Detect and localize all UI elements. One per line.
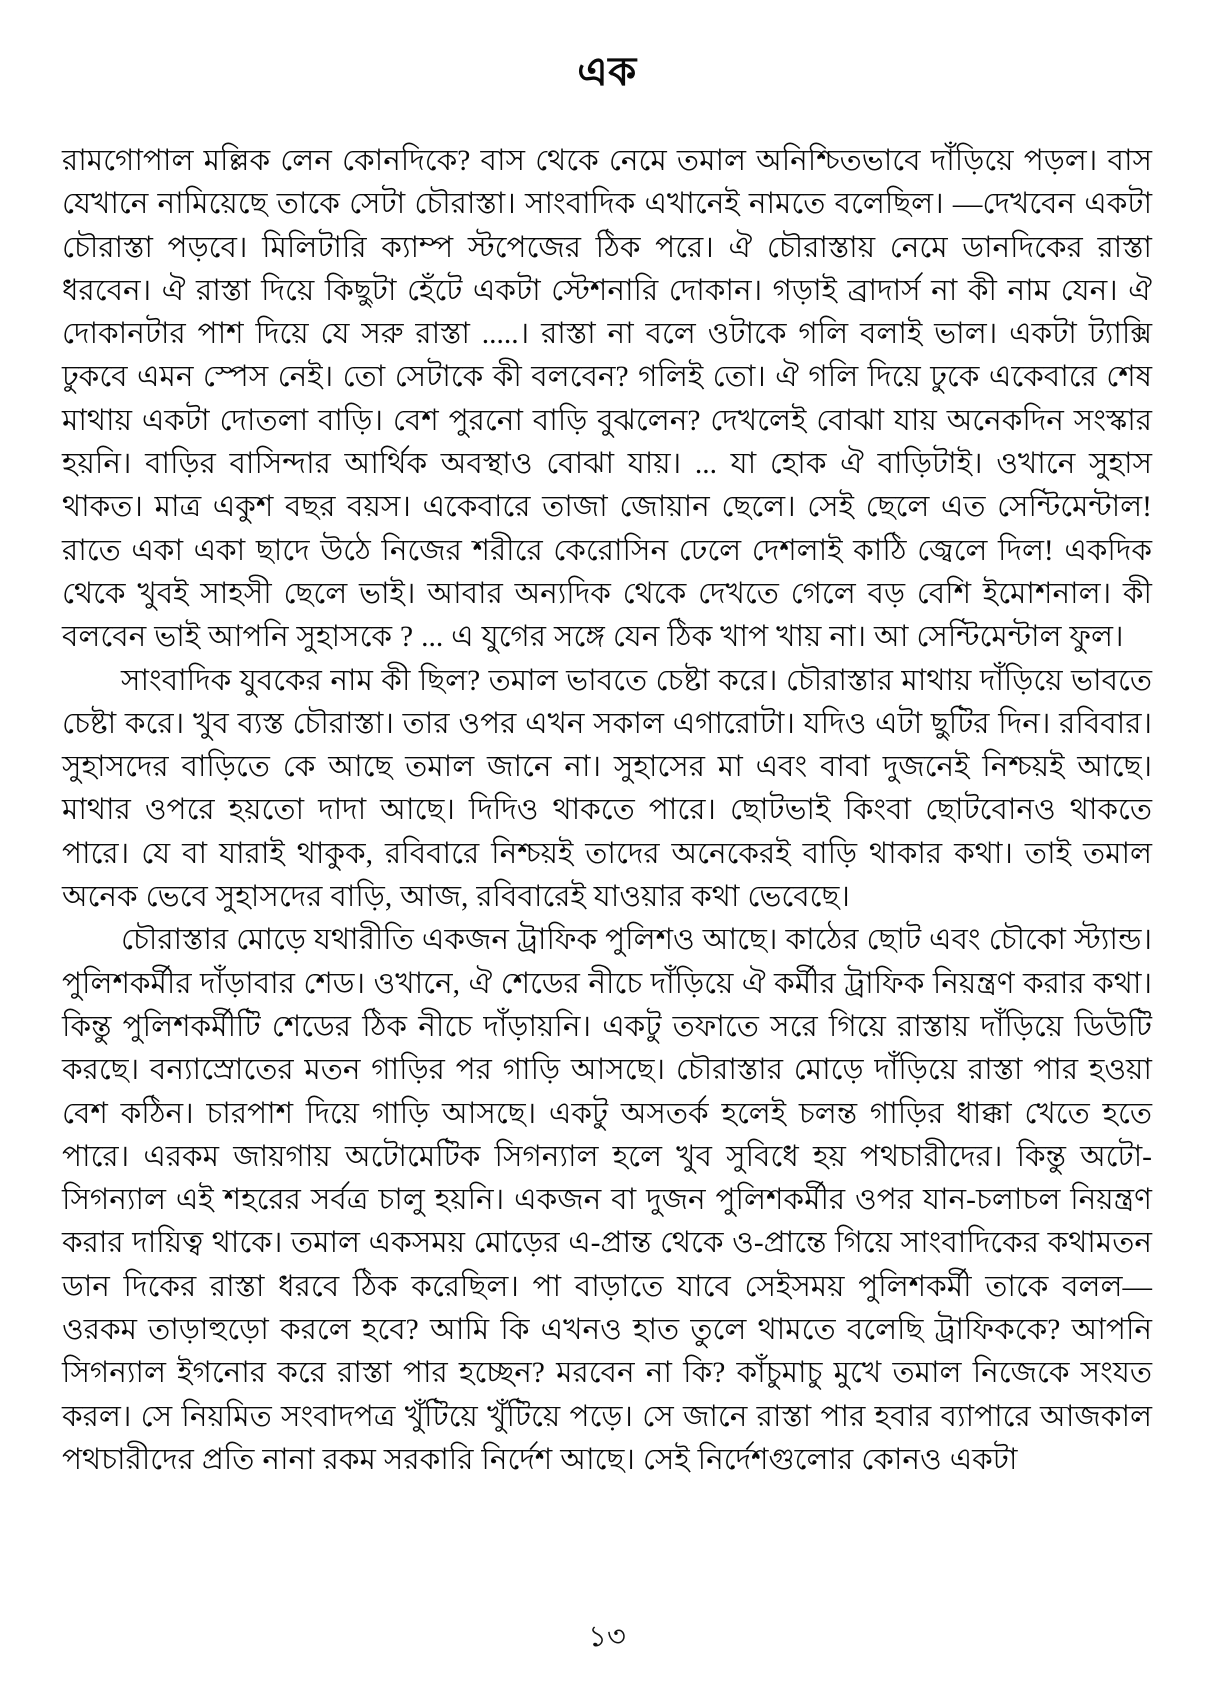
page-number: ১৩ — [588, 1621, 626, 1653]
chapter-title: এক — [577, 49, 637, 94]
paragraph-1: রামগোপাল মল্লিক লেন কোনদিকে? বাস থেকে নেমে তমাল অনিশ্চিতভাবে দাঁড়িয়ে পড়ল। বাস যেখানে নামিয়েছে তাকে সেটা চৌরাস্তা। সাংবাদিক এখানেই নামতে বলেছিল। —দেখবেন একটা চৌরাস্তা পড়বে। মিলিটারি ক্যাম্প স্টপেজের ঠিক পরে। ঐ চৌরাস্তায় নেমে ডানদিকের রাস্তা ধরবেন। ঐ রাস্তা দিয়ে কিছুটা হেঁটে একটা স্টেশনারি দোকান। গড়াই ব্রাদার্স না কী নাম যেন। ঐ দোকানটার পাশ দিয়ে যে সরু রাস্তা .....। রাস্তা না বলে ওটাকে গলি বলাই ভাল। একটা ট্যাক্সি ঢুকবে এমন স্পেস নেই। তো সেটাকে কী বলবেন? গলিই তো। ঐ গলি দিয়ে ঢুকে একেবারে শেষ মাথায় একটা দোতলা বাড়ি। বেশ পুরনো বাড়ি বুঝলেন? দেখলেই বোঝা যায় অনেকদিন সংস্কার হয়নি। বাড়ির বাসিন্দার আর্থিক অবস্থাও বোঝা যায়। ... যা হোক ঐ বাড়িটাই। ওখানে সুহাস থাকত। মাত্র একুশ বছর বয়স। একেবারে তাজা জোয়ান ছেলে। সেই ছেলে এত সেন্টিমেন্টাল! রাতে একা একা ছাদে উঠে নিজের শরীরে কেরোসিন ঢেলে দেশলাই কাঠি জ্বেলে দিল! একদিক থেকে খুবই সাহসী ছেলে ভাই। আবার অন্যদিক থেকে দেখতে গেলে বড় বেশি ইমোশনাল। কী বলবেন ভাই আপনি সুহাসকে ? ... এ যুগের সঙ্গে যেন ঠিক খাপ খায় না। আ সেন্টিমেন্টাল ফুল। — [62, 145, 1152, 654]
page-content-column — [62, 0, 1152, 1704]
paragraph-2: সাংবাদিক যুবকের নাম কী ছিল? তমাল ভাবতে চেষ্টা করে। চৌরাস্তার মাথায় দাঁড়িয়ে ভাবতে চেষ্টা করে। খুব ব্যস্ত চৌরাস্তা। তার ওপর এখন সকাল এগারোটা। যদিও এটা ছুটির দিন। রবিবার। সুহাসদের বাড়িতে কে আছে তমাল জানে না। সুহাসের মা এবং বাবা দুজনেই নিশ্চয়ই আছে। মাথার ওপরে হয়তো দাদা আছে। দিদিও থাকতে পারে। ছোটভাই কিংবা ছোটবোনও থাকতে পারে। যে বা যারাই থাকুক, রবিবারে নিশ্চয়ই তাদের অনেকেরই বাড়ি থাকার কথা। তাই তমাল অনেক ভেবে সুহাসদের বাড়ি, আজ, রবিবারেই যাওয়ার কথা ভেবেছে। — [62, 664, 1152, 914]
paragraph-3: চৌরাস্তার মোড়ে যথারীতি একজন ট্রাফিক পুলিশও আছে। কাঠের ছোট এবং চৌকো স্ট্যান্ড। পুলিশকর্মীর দাঁড়াবার শেড। ওখানে, ঐ শেডের নীচে দাঁড়িয়ে ঐ কর্মীর ট্রাফিক নিয়ন্ত্রণ করার কথা। কিন্তু পুলিশকর্মীটি শেডের ঠিক নীচে দাঁড়ায়নি। একটু তফাতে সরে গিয়ে রাস্তায় দাঁড়িয়ে ডিউটি করছে। বন্যাস্রোতের মতন গাড়ির পর গাড়ি আসছে। চৌরাস্তার মোড়ে দাঁড়িয়ে রাস্তা পার হওয়া বেশ কঠিন। চারপাশ দিয়ে গাড়ি আসছে। একটু অসতর্ক হলেই চলন্ত গাড়ির ধাক্কা খেতে হতে পারে। এরকম জায়গায় অটোমেটিক সিগন্যাল হলে খুব সুবিধে হয় পথচারীদের। কিন্তু অটো-সিগন্যাল এই শহরের সর্বত্র চালু হয়নি। একজন বা দুজন পুলিশকর্মীর ওপর যান-চলাচল নিয়ন্ত্রণ করার দায়িত্ব থাকে। তমাল একসময় মোড়ের এ-প্রান্ত থেকে ও-প্রান্তে গিয়ে সাংবাদিকের কথামতন ডান দিকের রাস্তা ধরবে ঠিক করেছিল। পা বাড়াতে যাবে সেইসময় পুলিশকর্মী তাকে বলল—ওরকম তাড়াহুড়ো করলে হবে? আমি কি এখনও হাত তুলে থামতে বলেছি ট্রাফিককে? আপনি সিগন্যাল ইগনোর করে রাস্তা পার হচ্ছেন? মরবেন না কি? কাঁচুমাচু মুখে তমাল নিজেকে সংযত করল। সে নিয়মিত সংবাদপত্র খুঁটিয়ে খুঁটিয়ে পড়ে। সে জানে রাস্তা পার হবার ব্যাপারে আজকাল পথচারীদের প্রতি নানা রকম সরকারি নির্দেশ আছে। সেই নির্দেশগুলোর কোনও একটা — [62, 924, 1152, 1476]
body-text-block — [62, 140, 1152, 1482]
